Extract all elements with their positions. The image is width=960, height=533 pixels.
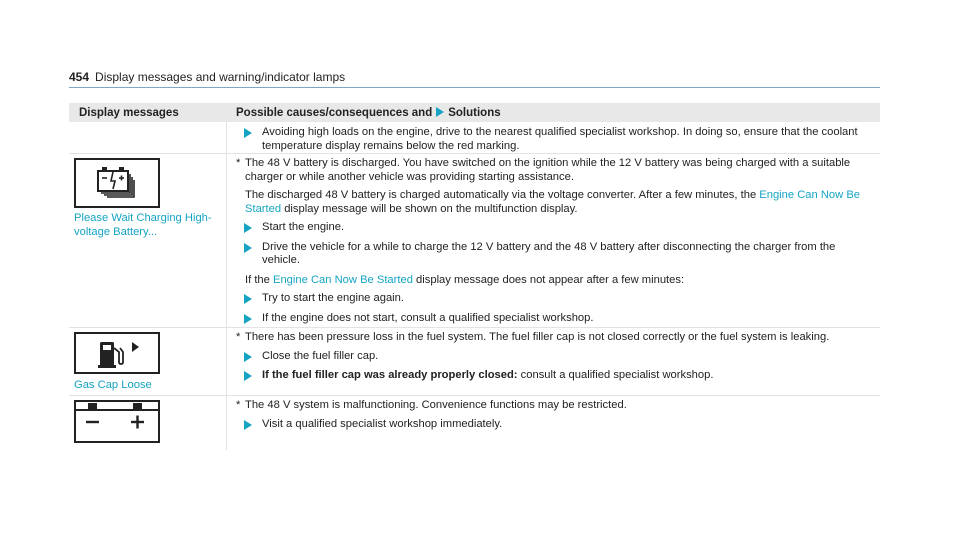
arrow-right-icon [244, 128, 252, 138]
table-row-battery-charging [69, 153, 880, 328]
arrow-right-icon [244, 420, 252, 430]
table-header [69, 103, 880, 122]
instruction-step: If the engine does not start, consult a qualified specialist workshop. [236, 312, 876, 326]
col-header-display-messages: Display messages [79, 107, 179, 119]
cause-text: * There has been pressure loss in the fuel system. The fuel filler cap is not closed correctly or the fuel system is leaking. [236, 331, 830, 343]
arrow-right-icon [244, 371, 252, 381]
instruction-step: If the fuel filler cap was already properly closed: consult a qualified specialist workshop. [236, 369, 876, 383]
battery-icon [74, 400, 160, 443]
cause-text: * The 48 V battery is discharged. You have switched on the ignition while the 12 V battery was being charged with a suitable charger or while another vehicle was providing starting assistance. [236, 157, 851, 183]
instruction-step: Try to start the engine again. [236, 292, 876, 306]
table-row-continuation [69, 122, 880, 154]
table-row-gas-cap-loose [69, 327, 880, 396]
arrow-right-icon [244, 294, 252, 304]
table-row-48v-malfunction [69, 395, 880, 450]
fuel-pump-icon [74, 332, 160, 374]
instruction-step: Start the engine. [236, 221, 876, 235]
message-reference: Engine Can Now Be Started [273, 273, 413, 286]
display-message-label: Gas Cap Loose [74, 379, 152, 391]
info-paragraph: If the Engine Can Now Be Started display message does not appear after a few minutes: [245, 273, 685, 286]
arrow-right-icon [244, 352, 252, 362]
arrow-right-icon [244, 314, 252, 324]
instruction-step: Visit a qualified specialist workshop immediately. [236, 418, 876, 432]
col-header-causes: Possible causes/consequences and Solutions [236, 107, 501, 119]
arrow-right-icon [244, 243, 252, 253]
cause-text: * The 48 V system is malfunctioning. Convenience functions may be restricted. [236, 399, 627, 411]
battery-charging-icon [74, 158, 160, 208]
instruction-step: Close the fuel filler cap. [236, 350, 876, 364]
instruction-step: Drive the vehicle for a while to charge the 12 V battery and the 48 V battery after disconnecting the charger from the vehicle. [236, 241, 876, 268]
message-reference: Engine Can Now Be Started [245, 189, 861, 215]
instruction-step: Avoiding high loads on the engine, drive to the nearest qualified specialist workshop. In doing so, ensure that the coolant temperature display remains below the red marking. [236, 126, 876, 153]
arrow-right-icon [244, 223, 252, 233]
page-header [69, 70, 880, 88]
info-paragraph: The discharged 48 V battery is charged automatically via the voltage converter. After a few minutes, the Engine Can Now Be Started display message will be shown on the multifunction display. [245, 189, 861, 215]
arrow-right-icon [436, 107, 444, 117]
page-header-title: Display messages and warning/indicator lamps [95, 70, 346, 84]
page-number: 454 [69, 70, 90, 84]
display-message-label: Please Wait Charging High-voltage Battery... [74, 212, 212, 238]
